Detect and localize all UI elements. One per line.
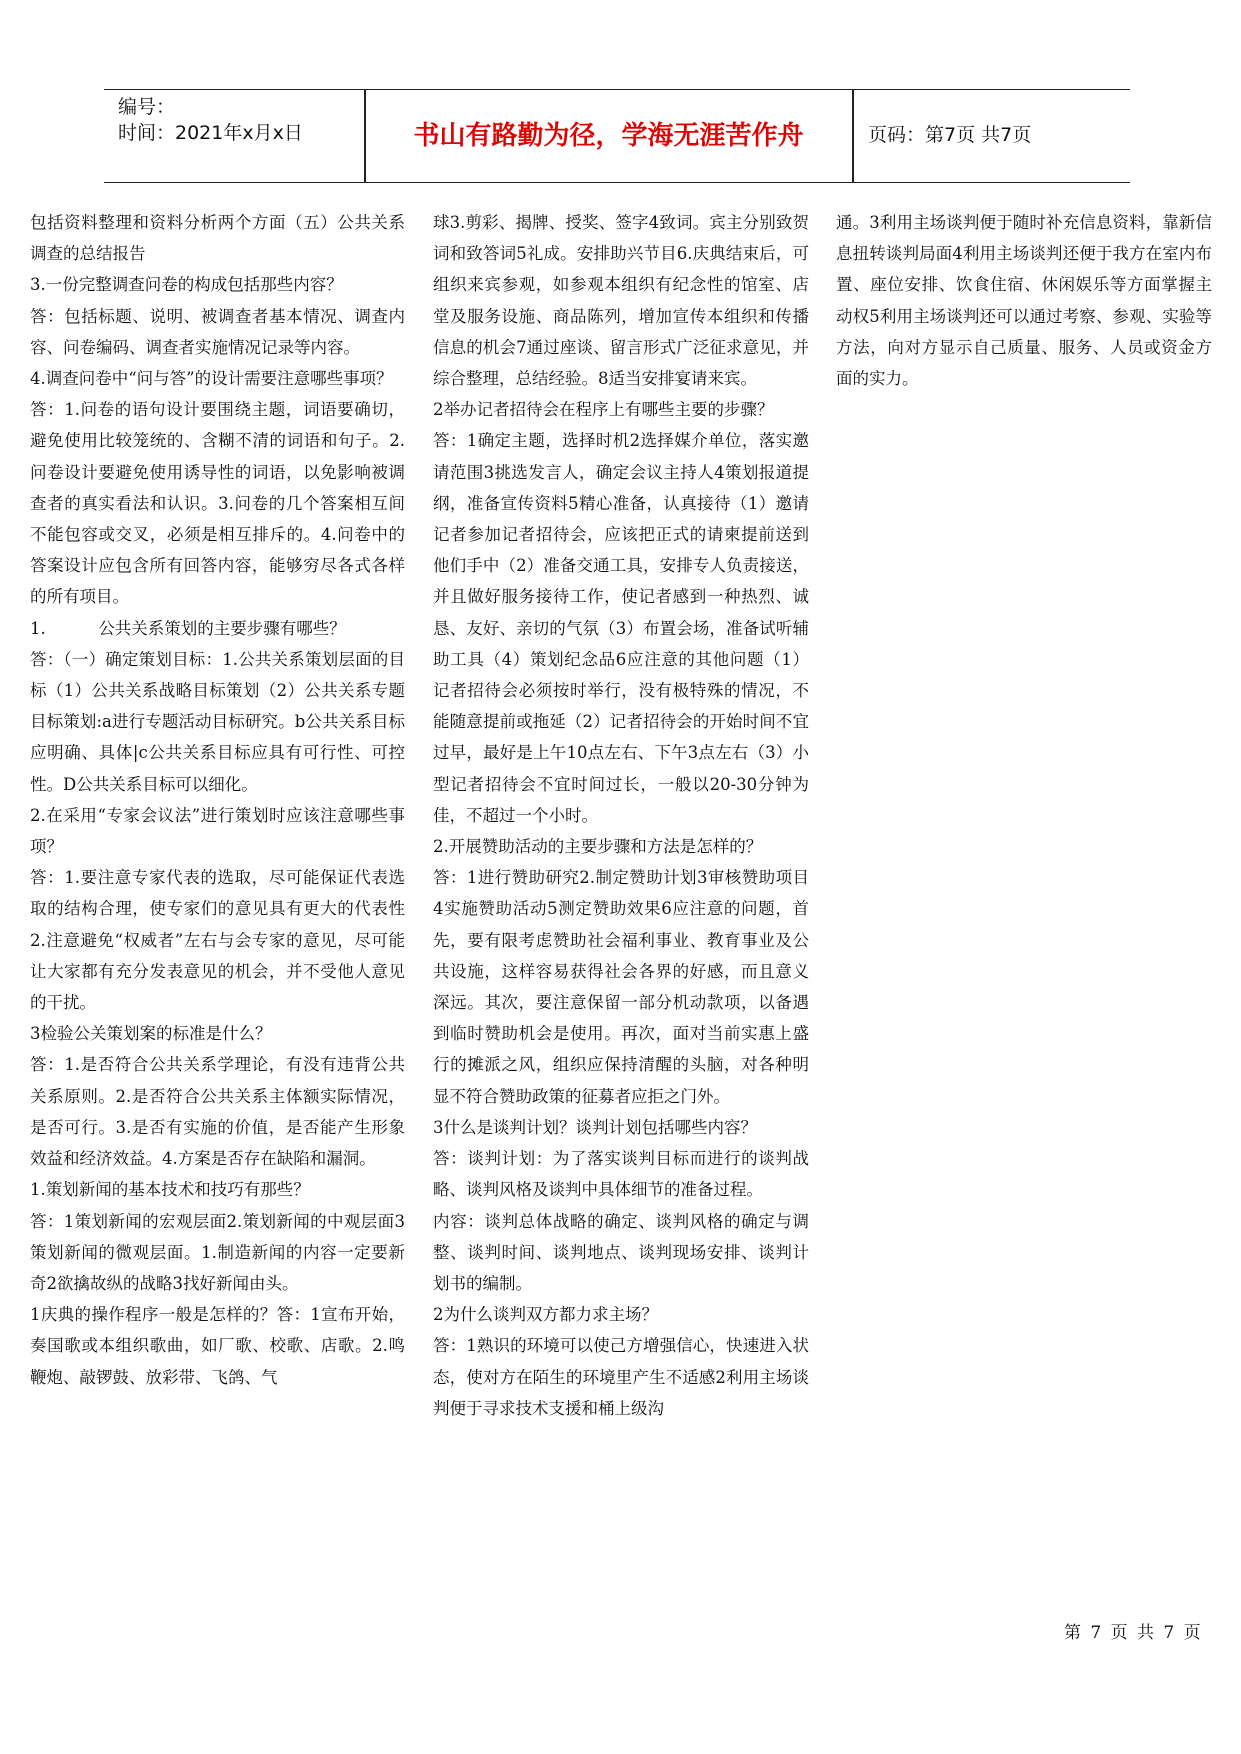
paragraph: 球3.剪彩、揭牌、授奖、签字4致词。宾主分别致贺词和致答词5礼成。安排助兴节目6.庆典结束后，可组织来宾参观，如参观本组织有纪念性的馆室、店堂及服务设施、商品陈列，增加宣传本组织和传播信息的机会7通过座谈、留言形式广泛征求意见，并综合整理，总结经验。8适当安排宴请来宾。 [433,213,809,389]
answer: 答：1.要注意专家代表的选取，尽可能保证代表选取的结构合理，使专家们的意见具有更大的代表性2.注意避免“权威者”左右与会专家的意见，尽可能让大家都有充分发表意见的机会，并不受他人意见的干扰。 [30,868,405,1013]
page-footer: 第 7 页 共 7 页 [1064,1623,1201,1643]
question: 1. 公共关系策划的主要步骤有哪些？ [30,618,346,638]
text-column-3 [836,207,1212,394]
header-motto: 书山有路勤为径，学海无涯苦作舟 [413,121,804,151]
question: 2.开展赞助活动的主要步骤和方法是怎样的？ [433,837,763,857]
answer: 答：1.是否符合公共关系学理论，有没有违背公共关系原则。2.是否符合公共关系主体额实际情况，是否可行。3.是否有实施的价值，是否能产生形象效益和经济效益。4.方案是否存在缺陷和漏洞。 [30,1055,405,1169]
question: 4.调查问卷中“问与答”的设计需要注意哪些事项？ [30,369,393,389]
question: 2举办记者招待会在程序上有哪些主要的步骤？ [433,400,774,420]
answer: 答：1.问卷的语句设计要围绕主题，词语要确切，避免使用比较笼统的、含糊不清的词语和句子。2.问卷设计要避免使用诱导性的词语，以免影响被调查者的真实看法和认识。3.问卷的几个答案相互间不能包容或交叉，必须是相互排斥的。4.问卷中的答案设计应包含所有回答内容，能够穷尽各式各样的所有项目。 [30,400,405,607]
paragraph: 内容：谈判总体战略的确定、谈判风格的确定与调整、谈判时间、谈判地点、谈判现场安排、谈判计划书的编制。 [433,1211,809,1293]
header-page-label: 页码：第7页 共7页 [868,124,1032,146]
header-meta [104,90,364,182]
question: 3检验公关策划案的标准是什么？ [30,1024,272,1044]
answer: 答：谈判计划：为了落实谈判目标而进行的谈判战略、谈判风格及谈判中具体细节的准备过程。 [433,1149,809,1200]
answer: 答：1确定主题，选择时机2选择媒介单位，落实邀请范围3挑选发言人，确定会议主持人4策划报道提纲，准备宣传资料5精心准备，认真接待（1）邀请记者参加记者招待会，应该把正式的请柬提前送到他们手中（2）准备交通工具，安排专人负责接送，并且做好服务接待工作，使记者感到一种热烈、诚恳、友好、亲切的气氛（3）布置会场，准备试听辅助工具（4）策划纪念品6应注意的其他问题（1）记者招待会必须按时举行，没有极特殊的情况，不能随意提前或拖延（2）记者招待会的开始时间不宜过早，最好是上午10点左右、下午3点左右（3）小型记者招待会不宜时间过长，一般以20-30分钟为佳，不超过一个小时。 [433,431,809,825]
paragraph: 包括资料整理和资料分析两个方面（五）公共关系调查的总结报告 [30,213,405,264]
answer: 答：包括标题、说明、被调查者基本情况、调查内容、问卷编码、调查者实施情况记录等内容。 [30,306,405,357]
answer: 答：1熟识的环境可以使己方增强信心，快速进入状态，使对方在陌生的环境里产生不适感2利用主场谈判便于寻求技术支援和桶上级沟 [433,1336,809,1418]
header-page-info [854,90,1130,182]
document-time-label: 时间：2021年x月x日 [118,122,303,144]
page-header [104,89,1130,183]
document-number-label: 编号： [118,96,176,118]
question: 2为什么谈判双方都力求主场？ [433,1305,658,1325]
answer: 答：1策划新闻的宏观层面2.策划新闻的中观层面3策划新闻的微观层面。1.制造新闻的内容一定要新奇2欲擒故纵的战略3找好新闻由头。 [30,1211,405,1293]
question: 2.在采用“专家会议法”进行策划时应该注意哪些事项？ [30,805,405,857]
text-column-2 [433,207,809,1424]
paragraph: 1庆典的操作程序一般是怎样的？答：1宣布开始，奏国歌或本组织歌曲，如厂歌、校歌、店歌。2.鸣鞭炮、敲锣鼓、放彩带、飞鸽、气 [30,1305,405,1387]
answer: 答：1进行赞助研究2.制定赞助计划3审核赞助项目4实施赞助活动5测定赞助效果6应注意的问题，首先，要有限考虑赞助社会福利事业、教育事业及公共设施，这样容易获得社会各界的好感，而且意义深远。其次，要注意保留一部分机动款项，以备遇到临时赞助机会是使用。再次，面对当前实惠上盛行的摊派之风，组织应保持清醒的头脑，对各种明显不符合赞助政策的征募者应拒之门外。 [433,868,809,1106]
question: 3.一份完整调查问卷的构成包括那些内容？ [30,275,343,295]
question: 1.策划新闻的基本技术和技巧有那些？ [30,1180,310,1200]
text-column-1 [30,207,405,1393]
question: 3什么是谈判计划？谈判计划包括哪些内容？ [433,1117,757,1137]
paragraph: 通。3利用主场谈判便于随时补充信息资料，靠新信息扭转谈判局面4利用主场谈判还便于我方在室内布置、座位安排、饮食住宿、休闲娱乐等方面掌握主动权5利用主场谈判还可以通过考察、参观、实验等方法，向对方显示自己质量、服务、人员或资金方面的实力。 [836,213,1212,389]
answer: 答：（一）确定策划目标：1.公共关系策划层面的目标（1）公共关系战略目标策划（2）公共关系专题目标策划:a进行专题活动目标研究。b公共关系目标应明确、具体|c公共关系目标应具有可行性、可控性。D公共关系目标可以细化。 [30,649,405,794]
